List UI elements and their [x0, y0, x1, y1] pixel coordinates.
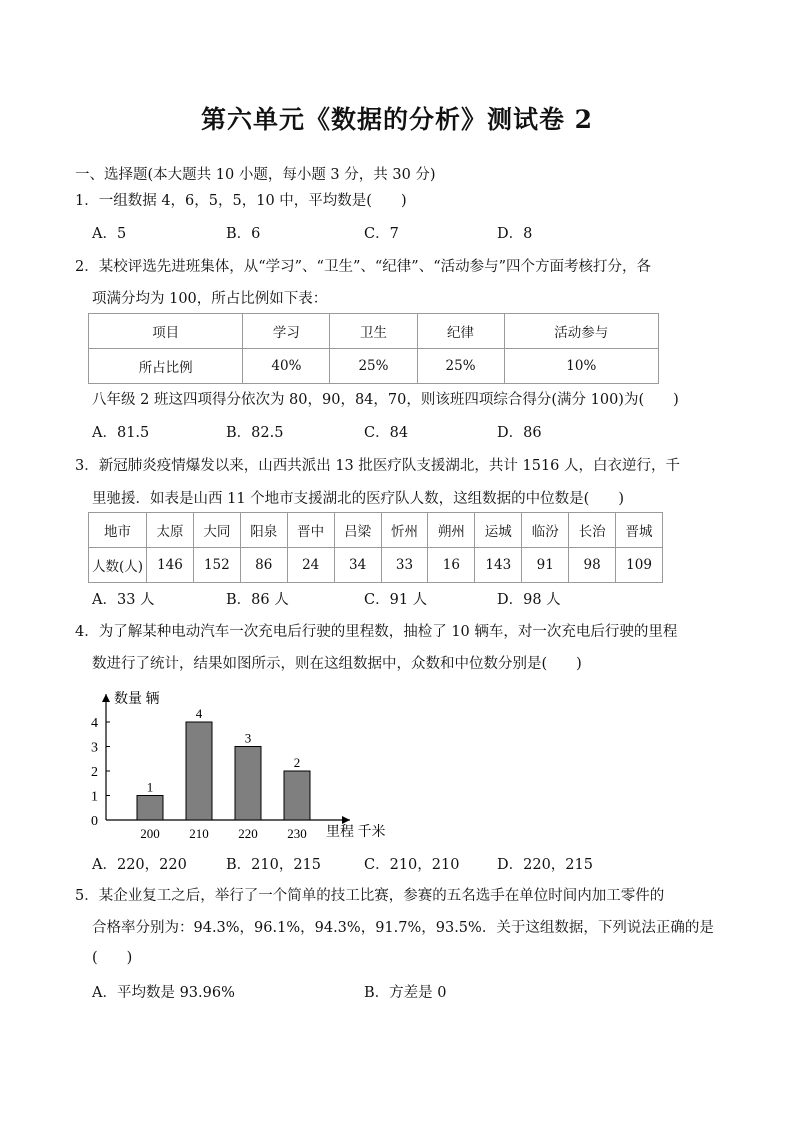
y-tick-label: 2 — [91, 765, 98, 780]
q2-option-c: C．84 — [364, 425, 409, 441]
q3-option-c: C．91 人 — [364, 592, 428, 608]
table-cell: 临汾 — [522, 513, 569, 548]
table-cell: 24 — [287, 548, 334, 583]
q2-option-a: A．81.5 — [92, 425, 150, 441]
table-row — [89, 349, 659, 384]
table-cell: 143 — [475, 548, 522, 583]
table-cell: 34 — [334, 548, 381, 583]
table-row — [89, 513, 663, 548]
bar — [235, 747, 261, 821]
q5-stem-line3: ( ) — [92, 950, 133, 966]
table-cell: 长治 — [569, 513, 616, 548]
q4-stem-line1: 4．为了解某种电动汽车一次充电后行驶的里程数，抽检了 10 辆车，对一次充电后行驶的里程 — [75, 624, 678, 640]
q5-option-b: B．方差是 0 — [364, 985, 447, 1001]
table-cell: 忻州 — [381, 513, 428, 548]
q3-option-d: D．98 人 — [497, 592, 561, 608]
table-cell: 25% — [330, 349, 417, 384]
q4-option-a: A．220，220 — [92, 857, 187, 873]
table-cell: 109 — [616, 548, 663, 583]
q4-stem-line2: 数进行了统计，结果如图所示，则在这组数据中，众数和中位数分别是( ) — [92, 656, 582, 672]
q5-stem-line1: 5．某企业复工之后，举行了一个简单的技工比赛，参赛的五名选手在单位时间内加工零件的 — [75, 888, 665, 904]
table-cell: 纪律 — [417, 314, 504, 349]
q3-stem-line1: 3．新冠肺炎疫情爆发以来，山西共派出 13 批医疗队支援湖北，共计 1516 人，白衣逆行，千 — [75, 458, 681, 474]
q3-option-a: A．33 人 — [92, 592, 155, 608]
bar — [186, 722, 212, 820]
q4-option-d: D．220，215 — [497, 857, 593, 873]
table-cell: 152 — [193, 548, 240, 583]
q2-proportion-table — [88, 313, 659, 384]
section-heading: 一、选择题(本大题共 10 小题，每小题 3 分，共 30 分) — [75, 167, 436, 183]
x-axis-arrow — [342, 816, 350, 824]
bar — [284, 771, 310, 820]
y-tick-label: 0 — [91, 814, 98, 829]
table-cell: 吕梁 — [334, 513, 381, 548]
bar-data-label: 3 — [244, 730, 252, 746]
table-cell: 阳泉 — [240, 513, 287, 548]
bar-data-label: 2 — [293, 755, 301, 770]
table-cell: 朔州 — [428, 513, 475, 548]
q2-option-d: D．86 — [497, 425, 542, 441]
table-cell: 16 — [428, 548, 475, 583]
q4-option-b: B．210，215 — [226, 857, 322, 873]
table-cell: 晋中 — [287, 513, 334, 548]
x-tick-label: 220 — [238, 826, 258, 841]
page-title: 第六单元《数据的分析》测试卷 2 — [200, 105, 594, 134]
table-cell: 33 — [381, 548, 428, 583]
table-cell: 86 — [240, 548, 287, 583]
q2-stem-line2: 项满分均为 100，所占比例如下表： — [92, 291, 328, 307]
table-cell: 91 — [522, 548, 569, 583]
table-cell: 活动参与 — [504, 314, 658, 349]
bar-data-label: 1 — [146, 779, 154, 795]
q5-stem-line2: 合格率分别为：94.3%，96.1%，94.3%，91.7%，93.5%．关于这组数据，下列说法正确的是 — [92, 920, 714, 936]
table-cell: 项目 — [89, 314, 243, 349]
x-tick-label: 200 — [140, 826, 160, 841]
x-tick-label: 210 — [189, 826, 209, 841]
x-tick-label: 230 — [287, 826, 307, 841]
q5-option-a: A．平均数是 93.96% — [92, 985, 235, 1001]
q3-option-b: B．86 人 — [226, 592, 289, 608]
q1-option-c: C．7 — [364, 226, 399, 242]
x-axis-title: 里程 千米 — [326, 825, 386, 840]
q3-medical-team-table — [88, 512, 663, 583]
table-cell: 卫生 — [330, 314, 417, 349]
table-cell: 运城 — [475, 513, 522, 548]
q2-option-b: B．82.5 — [226, 425, 284, 441]
bar — [137, 796, 163, 821]
bar-data-label: 4 — [195, 706, 203, 721]
table-cell: 25% — [417, 349, 504, 384]
table-cell: 146 — [147, 548, 194, 583]
q2-stem-line1: 2．某校评选先进班集体，从“学习”、“卫生”、“纪律”、“活动参与”四个方面考核打分，各 — [75, 259, 652, 275]
table-cell: 10% — [504, 349, 658, 384]
q1-option-b: B．6 — [226, 226, 261, 242]
y-tick-label: 1 — [91, 789, 98, 805]
table-cell: 太原 — [147, 513, 194, 548]
q1-option-d: D．8 — [497, 226, 533, 242]
table-cell: 所占比例 — [89, 349, 243, 384]
table-cell: 晋城 — [616, 513, 663, 548]
table-cell: 学习 — [243, 314, 330, 349]
y-tick-label: 3 — [91, 740, 98, 756]
q3-stem-line2: 里驰援．如表是山西 11 个地市支援湖北的医疗队人数，这组数据的中位数是( ) — [92, 491, 624, 507]
table-cell: 40% — [243, 349, 330, 384]
y-tick-label: 4 — [91, 716, 98, 731]
table-row — [89, 548, 663, 583]
table-cell: 98 — [569, 548, 616, 583]
q1-stem: 1．一组数据 4，6，5，5，10 中，平均数是( ) — [75, 193, 407, 209]
q1-option-a: A．5 — [92, 226, 127, 242]
table-cell: 人数(人) — [89, 548, 147, 583]
q4-option-c: C．210，210 — [364, 857, 460, 873]
q2-stem-line3: 八年级 2 班这四项得分依次为 80，90，84，70，则该班四项综合得分(满分 100)为( ) — [92, 392, 679, 408]
table-cell: 地市 — [89, 513, 147, 548]
mileage-bar-chart — [80, 684, 410, 844]
table-row — [89, 314, 659, 349]
table-cell: 大同 — [193, 513, 240, 548]
y-axis-arrow — [102, 694, 110, 702]
y-axis-title: 数量 辆 — [114, 692, 160, 707]
